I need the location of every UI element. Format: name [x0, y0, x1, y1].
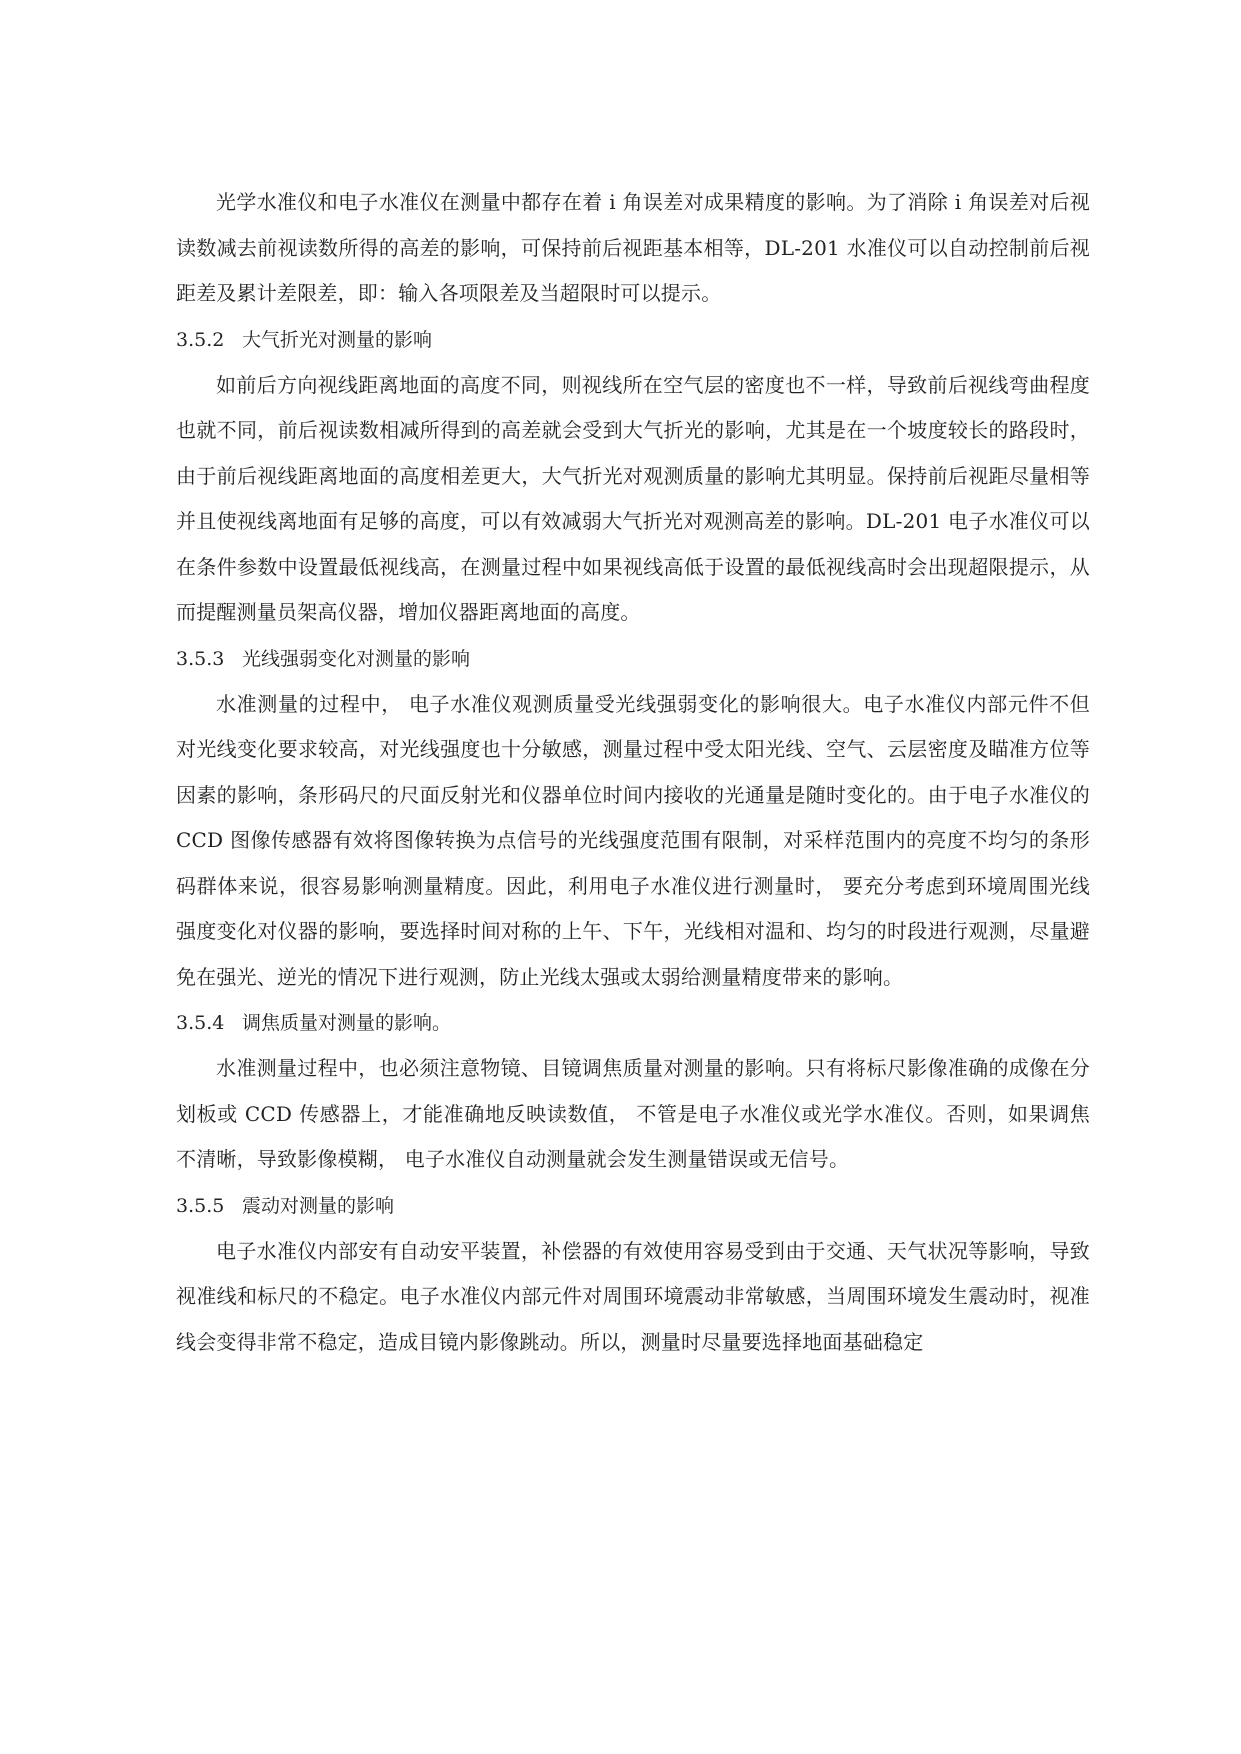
section-heading-3-5-5	[176, 1183, 1090, 1229]
section-title: 调焦质量对测量的影响。	[242, 1012, 452, 1034]
paragraph-focus-quality: 水准测量过程中，也必须注意物镜、目镜调焦质量对测量的影响。只有将标尺影像准确的成像在分划板或 CCD 传感器上，才能准确地反映读数值， 不管是电子水准仪或光学水准仪。否则，如果调焦不清晰，导致影像模糊， 电子水准仪自动测量就会发生测量错误或无信号。	[176, 1056, 1090, 1171]
section-number: 3.5.5	[176, 1194, 225, 1217]
section-number: 3.5.4	[176, 1012, 225, 1034]
section-heading-3-5-4	[176, 1000, 1090, 1046]
section-number: 3.5.3	[176, 647, 225, 670]
section-heading-3-5-3	[176, 636, 1090, 682]
document-body	[176, 180, 1090, 1365]
paragraph-intro: 光学水准仪和电子水准仪在测量中都存在着 i 角误差对成果精度的影响。为了消除 i 角误差对后视读数减去前视读数所得的高差的影响，可保持前后视距基本相等，DL-201 水准仪可以自动控制前后视距差及累计差限差，即：输入各项限差及当超限时可以提示。	[176, 190, 1090, 305]
section-heading-3-5-2	[176, 317, 1090, 363]
paragraph-vibration: 电子水准仪内部安有自动安平装置，补偿器的有效使用容易受到由于交通、天气状况等影响，导致视准线和标尺的不稳定。电子水准仪内部元件对周围环境震动非常敏感，当周围环境发生震动时，视准线会变得非常不稳定，造成目镜内影像跳动。所以，测量时尽量要选择地面基础稳定	[176, 1238, 1090, 1354]
section-title: 大气折光对测量的影响	[242, 328, 433, 351]
paragraph-light-variation: 水准测量的过程中， 电子水准仪观测质量受光线强弱变化的影响很大。电子水准仪内部元件不但对光线变化要求较高，对光线强度也十分敏感，测量过程中受太阳光线、空气、云层密度及瞄准方位等因素的影响，条形码尺的尺面反射光和仪器单位时间内接收的光通量是随时变化的。由于电子水准仪的 CCD 图像传感器有效将图像转换为点信号的光线强度范围有限制，对采样范围内的亮度不均匀的条形码群体来说，很容易影响测量精度。因此，利用电子水准仪进行测量时， 要充分考虑到环境周围光线强度变化对仪器的影响，要选择时间对称的上午、下午，光线相对温和、均匀的时段进行观测，尽量避免在强光、逆光的情况下进行观测，防止光线太强或太弱给测量精度带来的影响。	[176, 691, 1090, 989]
paragraph-atmospheric-refraction: 如前后方向视线距离地面的高度不同，则视线所在空气层的密度也不一样，导致前后视线弯曲程度也就不同，前后视读数相减所得到的高差就会受到大气折光的影响，尤其是在一个坡度较长的路段时，由于前后视线距离地面的高度相差更大，大气折光对观测质量的影响尤其明显。保持前后视距尽量相等并且使视线离地面有足够的高度，可以有效减弱大气折光对观测高差的影响。DL-201 电子水准仪可以在条件参数中设置最低视线高，在测量过程中如果视线高低于设置的最低视线高时会出现超限提示，从而提醒测量员架高仪器，增加仪器距离地面的高度。	[176, 372, 1090, 624]
section-title: 震动对测量的影响	[242, 1194, 395, 1217]
section-title: 光线强弱变化对测量的影响	[242, 647, 471, 670]
section-number: 3.5.2	[176, 328, 225, 351]
